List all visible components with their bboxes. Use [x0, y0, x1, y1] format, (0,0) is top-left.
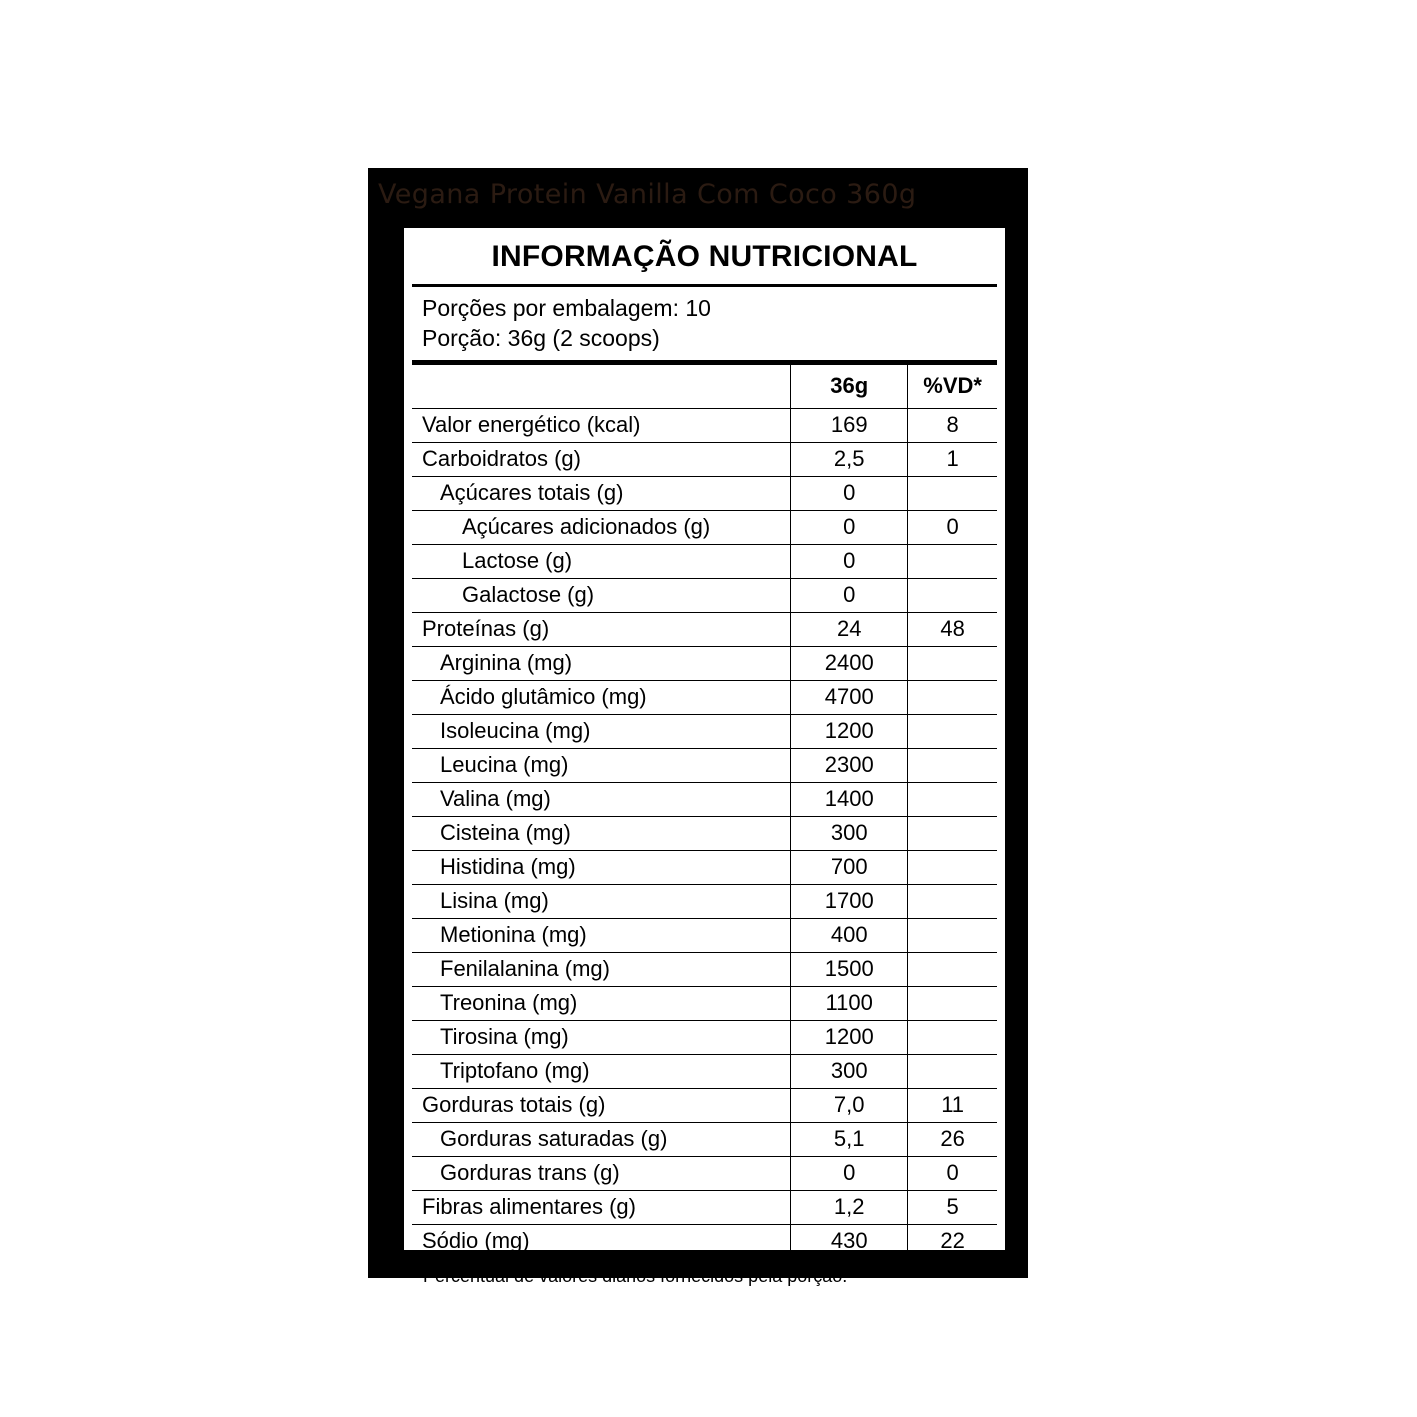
nutrient-name: Açúcares adicionados (g) — [412, 510, 791, 544]
footnote: *Percentual de valores diários fornecidos pela porção. — [416, 1265, 848, 1286]
nutrient-amount: 4700 — [791, 680, 908, 714]
nutrient-amount: 1,2 — [791, 1190, 908, 1224]
table-row — [412, 1088, 997, 1122]
nutrient-daily-value: 0 — [908, 510, 997, 544]
nutrient-daily-value — [908, 476, 997, 510]
table-row — [412, 476, 997, 510]
nutrient-amount: 0 — [791, 510, 908, 544]
nutrient-daily-value — [908, 952, 997, 986]
nutrient-daily-value — [908, 850, 997, 884]
nutrition-table-body — [412, 408, 997, 1258]
nutrient-amount: 2,5 — [791, 442, 908, 476]
nutrient-name: Gorduras saturadas (g) — [412, 1122, 791, 1156]
table-row — [412, 442, 997, 476]
product-title: Vegana Protein Vanilla Com Coco 360g — [378, 179, 917, 210]
nutrient-name: Lisina (mg) — [412, 884, 791, 918]
table-row — [412, 1190, 997, 1224]
nutrient-name: Tirosina (mg) — [412, 1020, 791, 1054]
nutrient-amount: 5,1 — [791, 1122, 908, 1156]
table-row — [412, 816, 997, 850]
nutrition-table — [412, 365, 997, 1258]
table-row — [412, 1122, 997, 1156]
nutrient-daily-value: 1 — [908, 442, 997, 476]
nutrient-amount: 1700 — [791, 884, 908, 918]
nutrient-name: Arginina (mg) — [412, 646, 791, 680]
nutrient-name: Galactose (g) — [412, 578, 791, 612]
nutrient-daily-value — [908, 646, 997, 680]
table-row — [412, 510, 997, 544]
table-row — [412, 612, 997, 646]
table-row — [412, 952, 997, 986]
nutrient-daily-value: 8 — [908, 408, 997, 442]
table-row — [412, 918, 997, 952]
table-row — [412, 748, 997, 782]
table-row — [412, 1224, 997, 1258]
nutrient-daily-value — [908, 918, 997, 952]
nutrient-daily-value — [908, 1020, 997, 1054]
nutrient-name: Lactose (g) — [412, 544, 791, 578]
nutrient-name: Carboidratos (g) — [412, 442, 791, 476]
nutrient-amount: 430 — [791, 1224, 908, 1258]
nutrient-name: Açúcares totais (g) — [412, 476, 791, 510]
serving-info — [404, 287, 1005, 360]
nutrient-daily-value — [908, 544, 997, 578]
nutrient-daily-value — [908, 680, 997, 714]
nutrient-amount: 2400 — [791, 646, 908, 680]
nutrient-name: Sódio (mg) — [422, 1227, 530, 1253]
nutrient-amount: 300 — [791, 816, 908, 850]
header-nutrient — [412, 365, 791, 409]
nutrient-name: Metionina (mg) — [412, 918, 791, 952]
nutrient-amount: 1200 — [791, 714, 908, 748]
table-row — [412, 408, 997, 442]
nutrient-amount: 7,0 — [791, 1088, 908, 1122]
nutrient-amount: 0 — [791, 476, 908, 510]
nutrient-amount: 2300 — [791, 748, 908, 782]
nutrition-facts-card — [404, 228, 1005, 1286]
nutrient-amount: 1100 — [791, 986, 908, 1020]
nutrient-daily-value — [908, 748, 997, 782]
nutrient-amount: 300 — [791, 1054, 908, 1088]
table-row — [412, 646, 997, 680]
nutrient-name: Triptofano (mg) — [412, 1054, 791, 1088]
nutrient-name: Leucina (mg) — [412, 748, 791, 782]
nutrient-amount: 1500 — [791, 952, 908, 986]
nutrient-daily-value — [908, 714, 997, 748]
nutrient-daily-value: 48 — [908, 612, 997, 646]
nutrient-name: Fenilalanina (mg) — [412, 952, 791, 986]
table-row — [412, 782, 997, 816]
nutrient-amount: 0 — [791, 578, 908, 612]
nutrient-name: Valor energético (kcal) — [412, 408, 791, 442]
nutrient-name: Gorduras trans (g) — [412, 1156, 791, 1190]
nutrient-daily-value — [908, 578, 997, 612]
nutrient-amount: 0 — [791, 1156, 908, 1190]
nutrient-name: Treonina (mg) — [412, 986, 791, 1020]
nutrient-name: Proteínas (g) — [412, 612, 791, 646]
table-row — [412, 884, 997, 918]
table-row — [412, 714, 997, 748]
nutrient-daily-value — [908, 782, 997, 816]
table-row — [412, 544, 997, 578]
nutrient-amount: 24 — [791, 612, 908, 646]
nutrient-daily-value: 5 — [908, 1190, 997, 1224]
nutrient-amount: 700 — [791, 850, 908, 884]
table-row — [412, 850, 997, 884]
nutrient-daily-value: 0 — [908, 1156, 997, 1190]
nutrient-daily-value — [908, 816, 997, 850]
nutrient-daily-value — [908, 986, 997, 1020]
nutrient-amount: 169 — [791, 408, 908, 442]
nutrient-name: Ácido glutâmico (mg) — [412, 680, 791, 714]
nutrient-name: Histidina (mg) — [412, 850, 791, 884]
nutrient-name: Isoleucina (mg) — [412, 714, 791, 748]
nutrient-amount: 0 — [791, 544, 908, 578]
serving-size: Porção: 36g (2 scoops) — [422, 325, 660, 352]
table-row — [412, 680, 997, 714]
table-row — [412, 1156, 997, 1190]
header-dv: %VD* — [908, 365, 997, 409]
nutrient-name: Fibras alimentares (g) — [412, 1190, 791, 1224]
nutrient-name: Valina (mg) — [412, 782, 791, 816]
table-header-row — [412, 365, 997, 409]
nutrient-daily-value — [908, 884, 997, 918]
nutrient-daily-value: 22 — [908, 1224, 997, 1258]
nutrient-daily-value: 11 — [908, 1088, 997, 1122]
table-row — [412, 578, 997, 612]
table-row — [412, 1054, 997, 1088]
nutrient-daily-value: 26 — [908, 1122, 997, 1156]
header-amount: 36g — [791, 365, 908, 409]
servings-per-package: Porções por embalagem: 10 — [422, 295, 711, 321]
table-row — [412, 1020, 997, 1054]
nutrient-name: Cisteina (mg) — [412, 816, 791, 850]
nutrient-amount: 1400 — [791, 782, 908, 816]
nutrient-amount: 1200 — [791, 1020, 908, 1054]
nutrition-heading: INFORMAÇÃO NUTRICIONAL — [491, 240, 918, 273]
nutrient-name: Gorduras totais (g) — [412, 1088, 791, 1122]
table-row — [412, 986, 997, 1020]
nutrient-amount: 400 — [791, 918, 908, 952]
nutrient-daily-value — [908, 1054, 997, 1088]
